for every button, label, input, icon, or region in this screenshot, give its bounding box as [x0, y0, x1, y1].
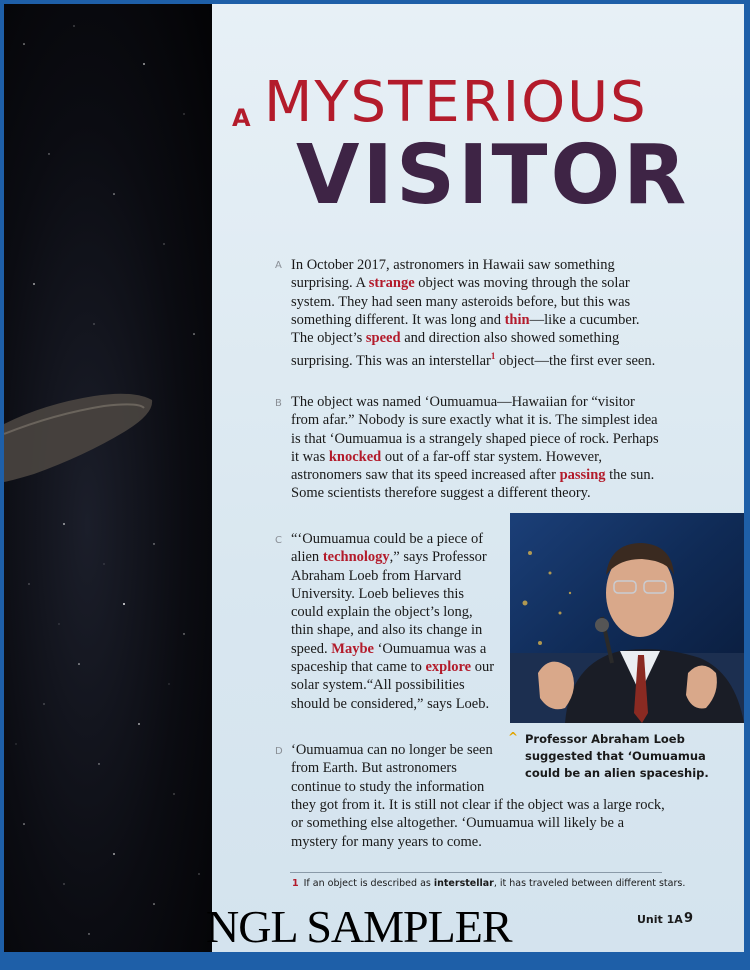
keyword-speed: speed: [365, 330, 401, 347]
keyword-technology: technology: [322, 549, 390, 566]
keyword-explore: explore: [425, 659, 472, 676]
paragraph-letter-b: B: [275, 398, 282, 409]
footnote-number: 1: [292, 878, 299, 889]
space-starfield: [4, 4, 212, 952]
keyword-thin: thin: [504, 311, 530, 328]
paragraph-a-text-5: object—the first ever seen.: [495, 353, 656, 370]
paragraph-c-text-2: ,” says Professor Abraham Loeb from Harvard University. Loeb believes this could explain the object’s long, thin shape, and also its change in speed.: [291, 549, 487, 657]
keyword-passing: passing: [559, 467, 606, 484]
footnote-divider: [290, 872, 662, 873]
paragraph-b-text-2: out of a far-off star system. However, astronomers saw that its speed increased after: [291, 448, 602, 484]
title-mysterious: MYSTERIOUS: [264, 70, 648, 135]
paragraph-a-text-3: —like a cucumber. The object’s: [291, 311, 640, 347]
footnote: [292, 878, 692, 889]
paragraph-a-text-1: In October 2017, astronomers in Hawaii saw something surprising. A: [291, 257, 615, 292]
paragraph-b-text-1: The object was named ‘Oumuamua—Hawaiian for “visitor from afar.” Nobody is sure exactly what it is. The simplest idea is that ‘Oumuamua is a strangely shaped piece of rock. Perhaps it was: [291, 394, 659, 465]
paragraph-d-part-1: ‘Oumuamua can no longer be seen from Earth. But astronomers continue to study the information: [291, 742, 493, 795]
paragraph-b-text-3: the sun. Some scientists therefore suggest a different theory.: [291, 467, 655, 502]
space-image: [4, 4, 212, 952]
caption-arrow-icon: ^: [508, 730, 519, 744]
loeb-photo: [510, 513, 744, 723]
asteroid-shape: [4, 394, 152, 482]
paragraph-letter-d: D: [275, 746, 283, 757]
paragraph-a-text-4: and direction also showed something surprising. This was an interstellar: [291, 330, 620, 370]
footnote-text-2: , it has traveled between different stars.: [493, 878, 686, 889]
paragraph-a: [291, 256, 663, 371]
keyword-knocked: knocked: [328, 448, 382, 465]
photo-caption: Professor Abraham Loeb suggested that ‘Oumuamua could be an alien spaceship.: [525, 732, 709, 780]
unit-label: Unit 1A: [637, 913, 683, 926]
page-number: 9: [684, 911, 694, 926]
footnote-text-1: If an object is described as: [303, 878, 434, 889]
paragraph-c: [291, 530, 496, 713]
paragraph-d-part-2: they got from it. It is still not clear if the object was a large rock, or something else altogether. ‘Oumuamua will likely be a mystery for many years to come.: [291, 797, 665, 850]
footnote-marker: 1: [490, 351, 496, 362]
keyword-maybe: Maybe: [331, 640, 374, 657]
sampler-watermark: NGL SAMPLER: [206, 901, 512, 952]
title-visitor: VISITOR: [296, 128, 690, 223]
keyword-strange: strange: [368, 275, 415, 292]
paragraph-b: [291, 393, 666, 503]
title-prefix: A: [232, 104, 252, 132]
paragraph-c-text-1: “‘Oumuamua could be a piece of alien: [291, 531, 484, 566]
paragraph-letter-c: C: [275, 535, 282, 546]
footnote-term: interstellar: [433, 878, 494, 889]
paragraph-a-text-2: object was moving through the solar system. They had seen many asteroids before, but this was something different. It was long and: [291, 275, 631, 328]
paragraph-c-text-3: ‘Oumuamua was a spaceship that came to: [291, 640, 487, 676]
paragraph-c-text-4: our solar system.“All possibilities should be considered,” says Loeb.: [291, 659, 495, 712]
paragraph-letter-a: A: [275, 260, 282, 271]
